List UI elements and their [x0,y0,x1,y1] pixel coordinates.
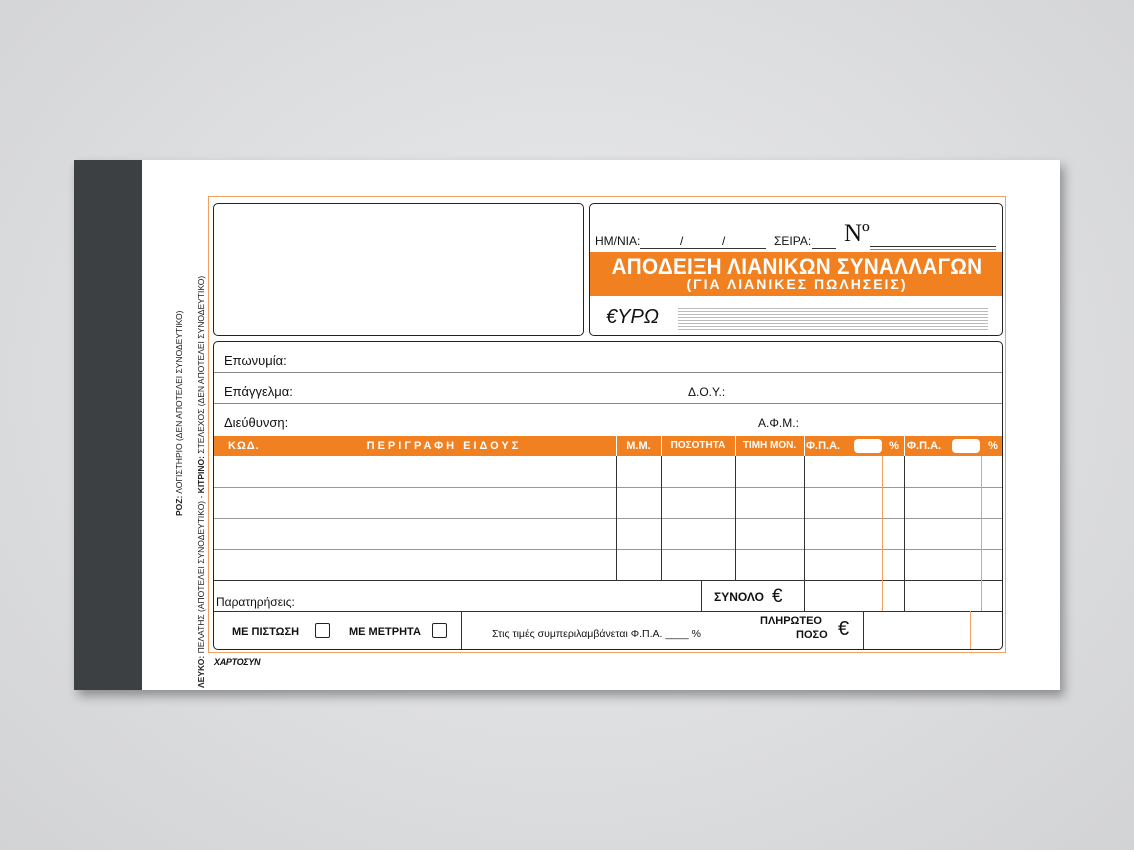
cash-label: ΜΕ ΜΕΤΡΗΤΑ [349,626,421,638]
payable-euro-sign: € [838,618,850,640]
table-row-line-2 [214,518,1003,519]
document-title: ΑΠΟΔΕΙΞΗ ΛΙΑΝΙΚΩΝ ΣΥΝΑΛΛΑΓΩΝ [611,254,983,279]
table-row-line-3 [214,549,1003,550]
name-label: Επωνυμία: [224,353,287,368]
col-line-vat2-cents [981,456,982,611]
col-vat-1: Φ.Π.Α. [806,440,841,452]
vat-included-note: Στις τιμές συμπεριλαμβάνεται Φ.Π.Α. ____ % [492,628,701,640]
series-field-line[interactable] [812,248,836,249]
col-code: ΚΩΔ. [228,440,260,452]
payable-line-1: ΠΛΗΡΩΤΕΟ [760,615,822,627]
date-separator-1: / [680,234,684,248]
profession-label: Επάγγελμα: [224,384,293,399]
amount-lines [678,306,988,330]
profession-line[interactable] [214,403,1003,404]
receipt-sheet [74,160,1060,690]
footer-top-line [214,611,1003,612]
col-line-qty [661,456,662,580]
col-vat-2-percent: % [988,440,998,452]
col-line-vat1 [804,456,805,611]
vat-number-label: Α.Φ.Μ.: [758,416,799,430]
payable-field-cents [970,611,971,650]
total-euro-sign: € [772,586,783,607]
address-label: Διεύθυνση: [224,415,289,430]
title-banner [590,252,1003,296]
date-field-line[interactable] [640,248,766,249]
name-line[interactable] [214,372,1003,373]
table-bottom-line [214,580,1003,581]
side-text-pink-bold: ΡΟΖ: [174,495,184,516]
side-text-pink-rest: ΛΟΓΙΣΤΗΡΙΟ (ΔΕΝ ΑΠΟΤΕΛΕΙ ΣΥΝΟΔΕΥΤΙΚΟ) [174,310,184,496]
cash-checkbox[interactable] [432,623,447,638]
credit-label: ΜΕ ΠΙΣΤΩΣΗ [232,626,300,638]
col-description: ΠΕΡΙΓΡΑΦΗ ΕΙΔΟΥΣ [366,440,522,452]
col-line-unit [616,456,617,580]
header-sep-4 [804,436,805,456]
side-text-white-bold: ΛΕΥΚΟ: [196,655,206,688]
tax-office-label: Δ.Ο.Υ.: [688,385,726,399]
number-field-line[interactable] [870,246,996,247]
header-sep-5 [904,436,905,456]
checkbox-divider [461,611,462,650]
issuer-box [213,203,584,336]
date-label: ΗΜ/ΝΙΑ: [595,234,641,248]
currency-label: €ΥΡΩ [606,306,660,328]
document-subtitle: (ΓΙΑ ΛΙΑΝΙΚΕΣ ΠΩΛΗΣΕΙΣ) [686,276,908,292]
date-separator-2: / [722,234,726,248]
payable-line-2: ΠΟΣΟ [796,629,828,641]
total-label: ΣΥΝΟΛΟ [714,590,764,604]
side-text-yellow-rest: ΣΤΕΛΕΧΟΣ (ΔΕΝ ΑΠΟΤΕΛΕΙ ΣΥΝΟΔΕΥΤΙΚΟ) [196,275,206,456]
col-line-vat1-end [904,456,905,611]
col-quantity: ΠΟΣΟΤΗΤΑ [670,440,726,451]
header-sep-1 [616,436,617,456]
header-sep-3 [735,436,736,456]
brand-logo: ΧΑΡΤΟΣΥΝ [214,657,261,667]
series-label: ΣΕΙΡΑ: [774,234,812,248]
col-line-vat1-cents [882,456,883,611]
side-text-yellow-bold: ΚΙΤΡΙΝΟ: [196,456,206,494]
side-text-white-rest: ΠΕΛΑΤΗΣ (ΑΠΟΤΕΛΕΙ ΣΥΝΟΔΕΥΤΙΚΟ) - [196,493,206,656]
table-header [214,436,1003,456]
side-text-white-yellow [196,276,206,688]
vat-1-rate-field[interactable] [854,439,882,453]
col-unit-price: ΤΙΜΗ ΜΟΝ. [742,440,797,451]
document-header-box [589,203,1003,336]
binding-spine [74,160,142,690]
number-label: Nº [844,220,870,247]
col-unit: Μ.Μ. [626,440,651,452]
number-field-line-2 [870,249,996,250]
header-sep-2 [661,436,662,456]
table-row-line-1 [214,487,1003,488]
col-vat-2: Φ.Π.Α. [907,440,942,452]
form-frame [208,196,1006,653]
main-table-box [213,341,1003,650]
vat-2-rate-field[interactable] [952,439,980,453]
side-text-pink [174,311,184,516]
remarks-label: Παρατηρήσεις: [216,595,295,609]
payable-field-left [863,611,864,650]
col-line-price [735,456,736,580]
credit-checkbox[interactable] [315,623,330,638]
col-vat-1-percent: % [889,440,899,452]
total-left-line [701,580,702,611]
